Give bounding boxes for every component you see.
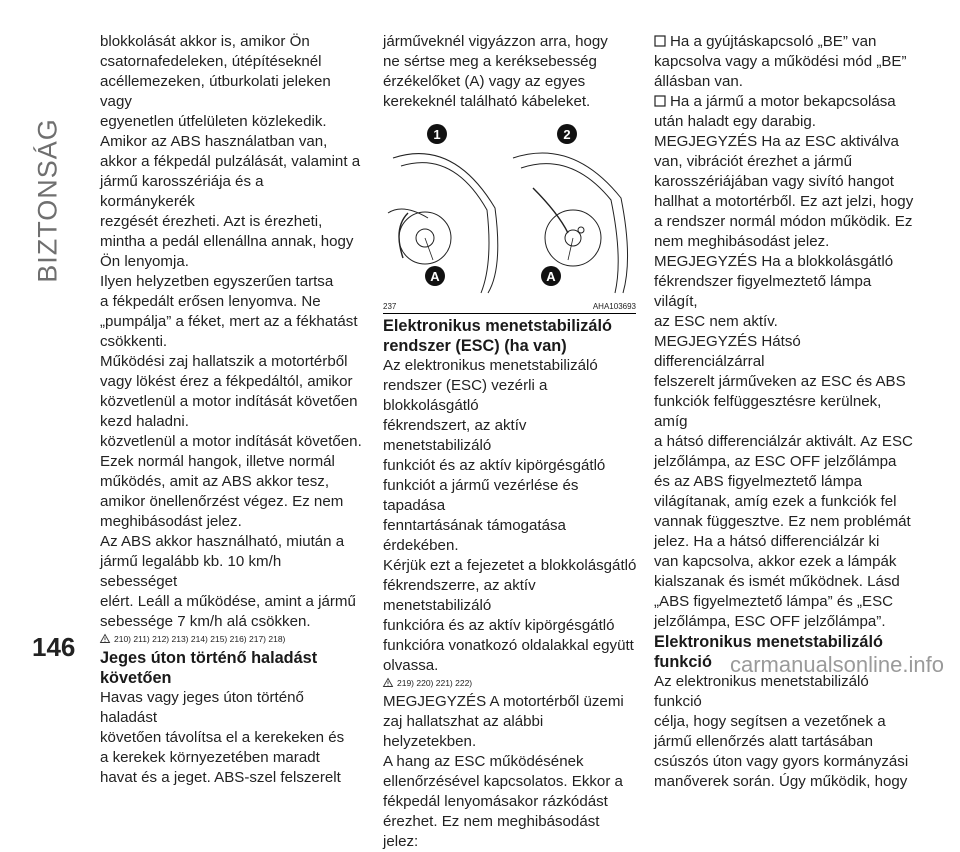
figure-number: 237: [383, 302, 397, 311]
warning-icon: [383, 678, 393, 687]
paragraph: MEGJEGYZÉS Hátsó differenciálzárral felszerelt járműveken az ESC és ABS funkciók felfüggesztésre kerülnek, amíg a hátsó differenciálzár aktivált. Az ESC jelzőlámpa, az ESC OFF jelzőlámpa és az ABS figyelmeztető lámpa világítanak, amíg ezek a funkciók fel vannak függesztve. Ez nem problémát jelez. Ha a hátsó differenciálzár ki van kapcsolva, akkor ezek a lámpák kialszanak és ismét működnek. Lásd „ABS figyelmeztető lámpa” és „ESC jelzőlámpa, ESC OFF jelzőlámpa”.: [654, 333, 913, 630]
paragraph: Működési zaj hallatszik a motortérből vagy lökést érez a fékpedáltól, amikor közvetlenül a motor indítását követően kezd haladni.: [100, 353, 358, 430]
paragraph: Az elektronikus menetstabilizáló funkció célja, hogy segítsen a vezetőnek a jármű ellenőrzés alatt tartásában csúszós úton vagy gyors kormányzási manőverek során. Úgy működik, hogy: [654, 673, 909, 790]
text-column-1: [100, 32, 362, 786]
bullet-item: [654, 92, 914, 132]
paragraph: blokkolását akkor is, amikor Ön csatornafedeleken, útépítéseknél acéllemezeken, útburkolati jeleken vagy egyenetlen útfelületen közlekedik.: [100, 33, 331, 130]
paragraph: Havas vagy jeges úton történő haladást követően távolítsa el a kerekeken és a kerekek környezetében maradt havat és a jeget. ABS-szel felszerelt: [100, 689, 345, 786]
paragraph: Az elektronikus menetstabilizáló rendszer (ESC) vezérli a blokkolásgátló fékrendszert, az aktív menetstabilizáló funkciót és az aktív kipörgésgátló funkciót a jármű vezérlése és tapadása fenntartásának támogatása érdekében. Kérjük ezt a fejezetet a blokkolásgátló fékrendszerre, az aktív menetstabilizáló funkcióra és az aktív kipörgésgátló funkcióra vonatkozó oldalakkal együtt olvassa.: [383, 357, 637, 674]
right-wheel-illustration: [513, 153, 628, 293]
reference-list: 210) 211) 212) 213) 214) 215) 216) 217) 218): [114, 634, 286, 644]
sensor-label-a-right-text: A: [546, 269, 556, 284]
paragraph: MEGJEGYZÉS Ha a blokkolásgátló fékrendszer figyelmeztető lámpa világít, az ESC nem aktív.: [654, 253, 894, 330]
section-heading: Jeges úton történő haladást követően: [100, 649, 318, 687]
warning-references: [100, 632, 362, 648]
section-heading: Elektronikus menetstabilizáló funkció: [654, 633, 883, 671]
warning-references: [383, 676, 638, 692]
bullet-text: Ha a jármű a motor bekapcsolása után haladt egy darabig.: [654, 93, 896, 130]
section-heading: Elektronikus menetstabilizáló rendszer (ESC) (ha van): [383, 317, 612, 355]
reference-list: 219) 220) 221) 222): [397, 678, 473, 688]
page-number: 146: [32, 632, 76, 662]
paragraph: járműveknél vigyázzon arra, hogy ne sértse meg a keréksebesség érzékelőket (A) vagy az egyes kerekeknél található kábeleket.: [383, 33, 608, 110]
text-column-2: [383, 32, 638, 850]
checkbox-bullet-icon: [654, 35, 666, 47]
checkbox-bullet-icon: [654, 95, 666, 107]
wheel-speed-sensor-figure: [383, 118, 636, 296]
bullet-text: Ha a gyújtáskapcsoló „BE” van kapcsolva vagy a működési mód „BE” állásban van.: [654, 33, 907, 90]
paragraph: MEGJEGYZÉS Ha az ESC aktiválva van, vibrációt érezhet a jármű karosszériájában vagy sivító hangot hallhat a motortérből. Ez azt jelzi, hogy a rendszer normál módon működik. Ez nem meghibásodást jelez.: [654, 133, 914, 250]
paragraph: Amikor az ABS használatban van, akkor a fékpedál pulzálását, valamint a jármű karosszériája és a kormánykerék rezgését érezheti. Azt is érezheti, mintha a pedál ellenállna annak, hogy Ön lenyomja.: [100, 133, 361, 270]
warning-icon: [100, 634, 110, 643]
watermark: carmanualsonline.info: [729, 652, 944, 677]
figure-marker-2-text: 2: [563, 127, 571, 142]
paragraph: Az ABS akkor használható, miután a jármű legalább kb. 10 km/h sebességet elért. Leáll a működése, amint a jármű sebessége 7 km/h alá csökken.: [100, 533, 356, 630]
paragraph: közvetlenül a motor indítását követően. Ezek normál hangok, illetve normál működés, amit az ABS akkor tesz, amikor önellenőrzést végez. Ez nem meghibásodást jelez.: [100, 433, 362, 530]
section-side-label: BIZTONSÁG: [32, 118, 63, 283]
bullet-item: [654, 32, 914, 92]
figure-code: AHA103693: [592, 302, 636, 311]
figure-caption: [383, 302, 636, 314]
figure-marker-1-text: 1: [433, 127, 441, 142]
sensor-label-a-left-text: A: [430, 269, 440, 284]
paragraph: MEGJEGYZÉS A motortérből üzemi zaj hallatszhat az alábbi helyzetekben. A hang az ESC működésének ellenőrzésével kapcsolatos. Ekkor a fékpedál lenyomásakor rázkódást érezhet. Ez nem meghibásodást jelez:: [383, 693, 624, 850]
paragraph: Ilyen helyzetben egyszerűen tartsa a fékpedált erősen lenyomva. Ne „pumpálja” a féket, mert az a fékhatást csökkenti.: [100, 273, 358, 350]
